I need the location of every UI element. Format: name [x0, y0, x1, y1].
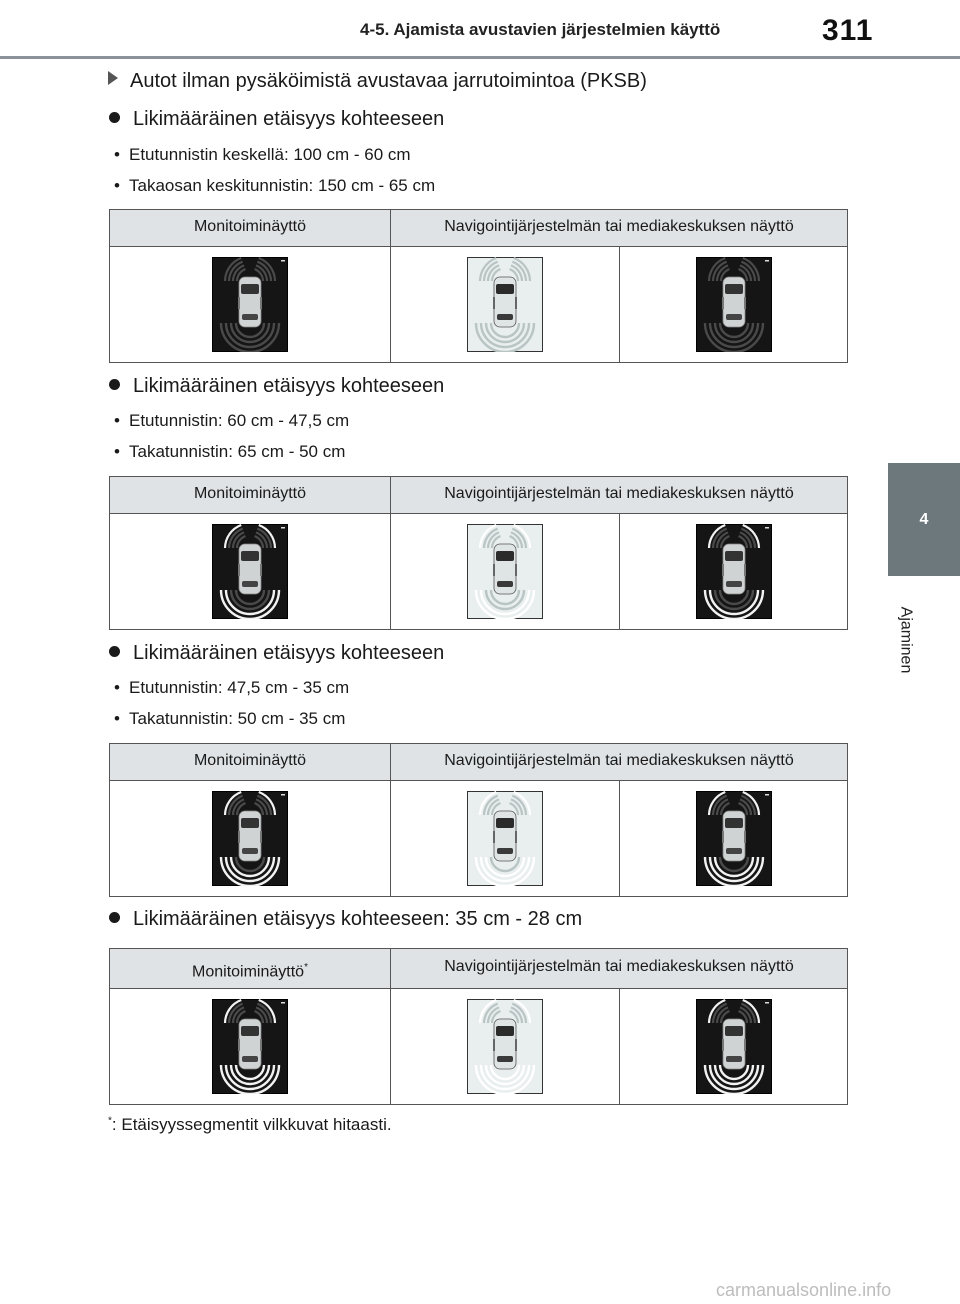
intro-heading-text: Autot ilman pysäköimistä avustavaa jarrutoimintoa (PKSB) — [130, 70, 647, 92]
chapter-tab[interactable] — [888, 463, 960, 576]
dot-bullet-icon — [109, 912, 120, 923]
footnote — [108, 1115, 392, 1135]
col-monitor-header: Monitoiminäyttö — [193, 218, 307, 235]
col-monitor-header: Monitoiminäyttö — [193, 485, 307, 502]
bullet-item: • Takaosan keskitunnistin: 150 cm - 65 cm — [114, 176, 436, 195]
navi-sensor-display — [467, 791, 543, 886]
bullet-text: Takaosan keskitunnistin: 150 cm - 65 cm — [129, 176, 436, 195]
dot-bullet-icon — [109, 112, 120, 123]
media-display-cell — [620, 247, 847, 362]
col-monitor-header — [110, 949, 390, 991]
monitor-sensor-display — [212, 257, 288, 352]
monitor-display-cell — [110, 781, 390, 896]
display-table-2 — [109, 476, 848, 630]
display-table-3 — [109, 743, 848, 897]
monitor-display-cell — [110, 989, 390, 1104]
navi-display-cell — [391, 247, 619, 362]
section-heading-4 — [108, 908, 582, 931]
bullet-text: Takatunnistin: 65 cm - 50 cm — [129, 442, 346, 461]
footnote-marker: * — [304, 962, 308, 973]
section-heading-text: Likimääräinen etäisyys kohteeseen — [133, 375, 445, 397]
section-heading-text: Likimääräinen etäisyys kohteeseen — [133, 642, 445, 664]
navi-display-cell — [391, 514, 619, 629]
monitor-sensor-display — [696, 524, 772, 619]
display-table-4 — [109, 948, 848, 1105]
chapter-number: 4 — [919, 510, 929, 528]
media-display-cell — [620, 514, 847, 629]
monitor-sensor-display — [696, 791, 772, 886]
bullet-item: • Takatunnistin: 65 cm - 50 cm — [114, 442, 346, 461]
table-header — [110, 477, 847, 514]
section-title: 4-5. Ajamista avustavien järjestelmien käyttö — [360, 20, 721, 39]
col-navi-header: Navigointijärjestelmän tai mediakeskuksen näyttö — [444, 218, 794, 235]
col-navi-header: Navigointijärjestelmän tai mediakeskuksen näyttö — [444, 752, 794, 769]
table-header — [110, 744, 847, 781]
monitor-sensor-display — [696, 257, 772, 352]
media-display-cell — [620, 781, 847, 896]
header-rule — [0, 56, 960, 59]
col-navi-header: Navigointijärjestelmän tai mediakeskuksen näyttö — [444, 958, 794, 975]
section-heading-text: Likimääräinen etäisyys kohteeseen — [133, 108, 445, 130]
col-monitor-header: Monitoiminäyttö — [193, 752, 307, 769]
bullet-text: Etutunnistin: 60 cm - 47,5 cm — [129, 411, 350, 430]
footnote-text: : Etäisyyssegmentit vilkkuvat hitaasti. — [111, 1115, 392, 1134]
bullet-item: • Etutunnistin: 47,5 cm - 35 cm — [114, 678, 350, 697]
display-table-1 — [109, 209, 848, 363]
navi-display-cell — [391, 989, 619, 1104]
navi-sensor-display — [467, 257, 543, 352]
chapter-label-text: Ajaminen — [897, 606, 915, 674]
section-heading-1 — [108, 108, 444, 131]
triangle-bullet-icon — [108, 71, 118, 85]
bullet-text: Etutunnistin keskellä: 100 cm - 60 cm — [129, 145, 411, 164]
section-heading-2 — [108, 375, 444, 398]
col-monitor-header-text: Monitoiminäyttö — [192, 963, 305, 981]
bullet-text: Takatunnistin: 50 cm - 35 cm — [129, 709, 346, 728]
dot-bullet-icon — [109, 379, 120, 390]
bullet-item: • Etutunnistin keskellä: 100 cm - 60 cm — [114, 145, 411, 164]
navi-display-cell — [391, 781, 619, 896]
monitor-display-cell — [110, 247, 390, 362]
monitor-sensor-display — [696, 999, 772, 1094]
col-navi-header: Navigointijärjestelmän tai mediakeskuksen näyttö — [444, 485, 794, 502]
page-number: 311 — [822, 14, 874, 47]
table-header — [110, 949, 847, 989]
dot-bullet-icon — [109, 646, 120, 657]
media-display-cell — [620, 989, 847, 1104]
bullet-text: Etutunnistin: 47,5 cm - 35 cm — [129, 678, 350, 697]
monitor-sensor-display — [212, 524, 288, 619]
footnote-marker: * — [108, 1115, 112, 1127]
intro-heading — [108, 70, 647, 93]
chapter-label — [875, 590, 935, 690]
navi-sensor-display — [467, 999, 543, 1094]
section-heading-text: Likimääräinen etäisyys kohteeseen: 35 cm - 28 cm — [133, 908, 583, 930]
table-header — [110, 210, 847, 247]
watermark: carmanualsonline.info — [716, 1280, 892, 1300]
section-heading-3 — [108, 642, 444, 665]
bullet-item: • Etutunnistin: 60 cm - 47,5 cm — [114, 411, 350, 430]
monitor-sensor-display — [212, 999, 288, 1094]
bullet-item: • Takatunnistin: 50 cm - 35 cm — [114, 709, 346, 728]
navi-sensor-display — [467, 524, 543, 619]
monitor-sensor-display — [212, 791, 288, 886]
monitor-display-cell — [110, 514, 390, 629]
